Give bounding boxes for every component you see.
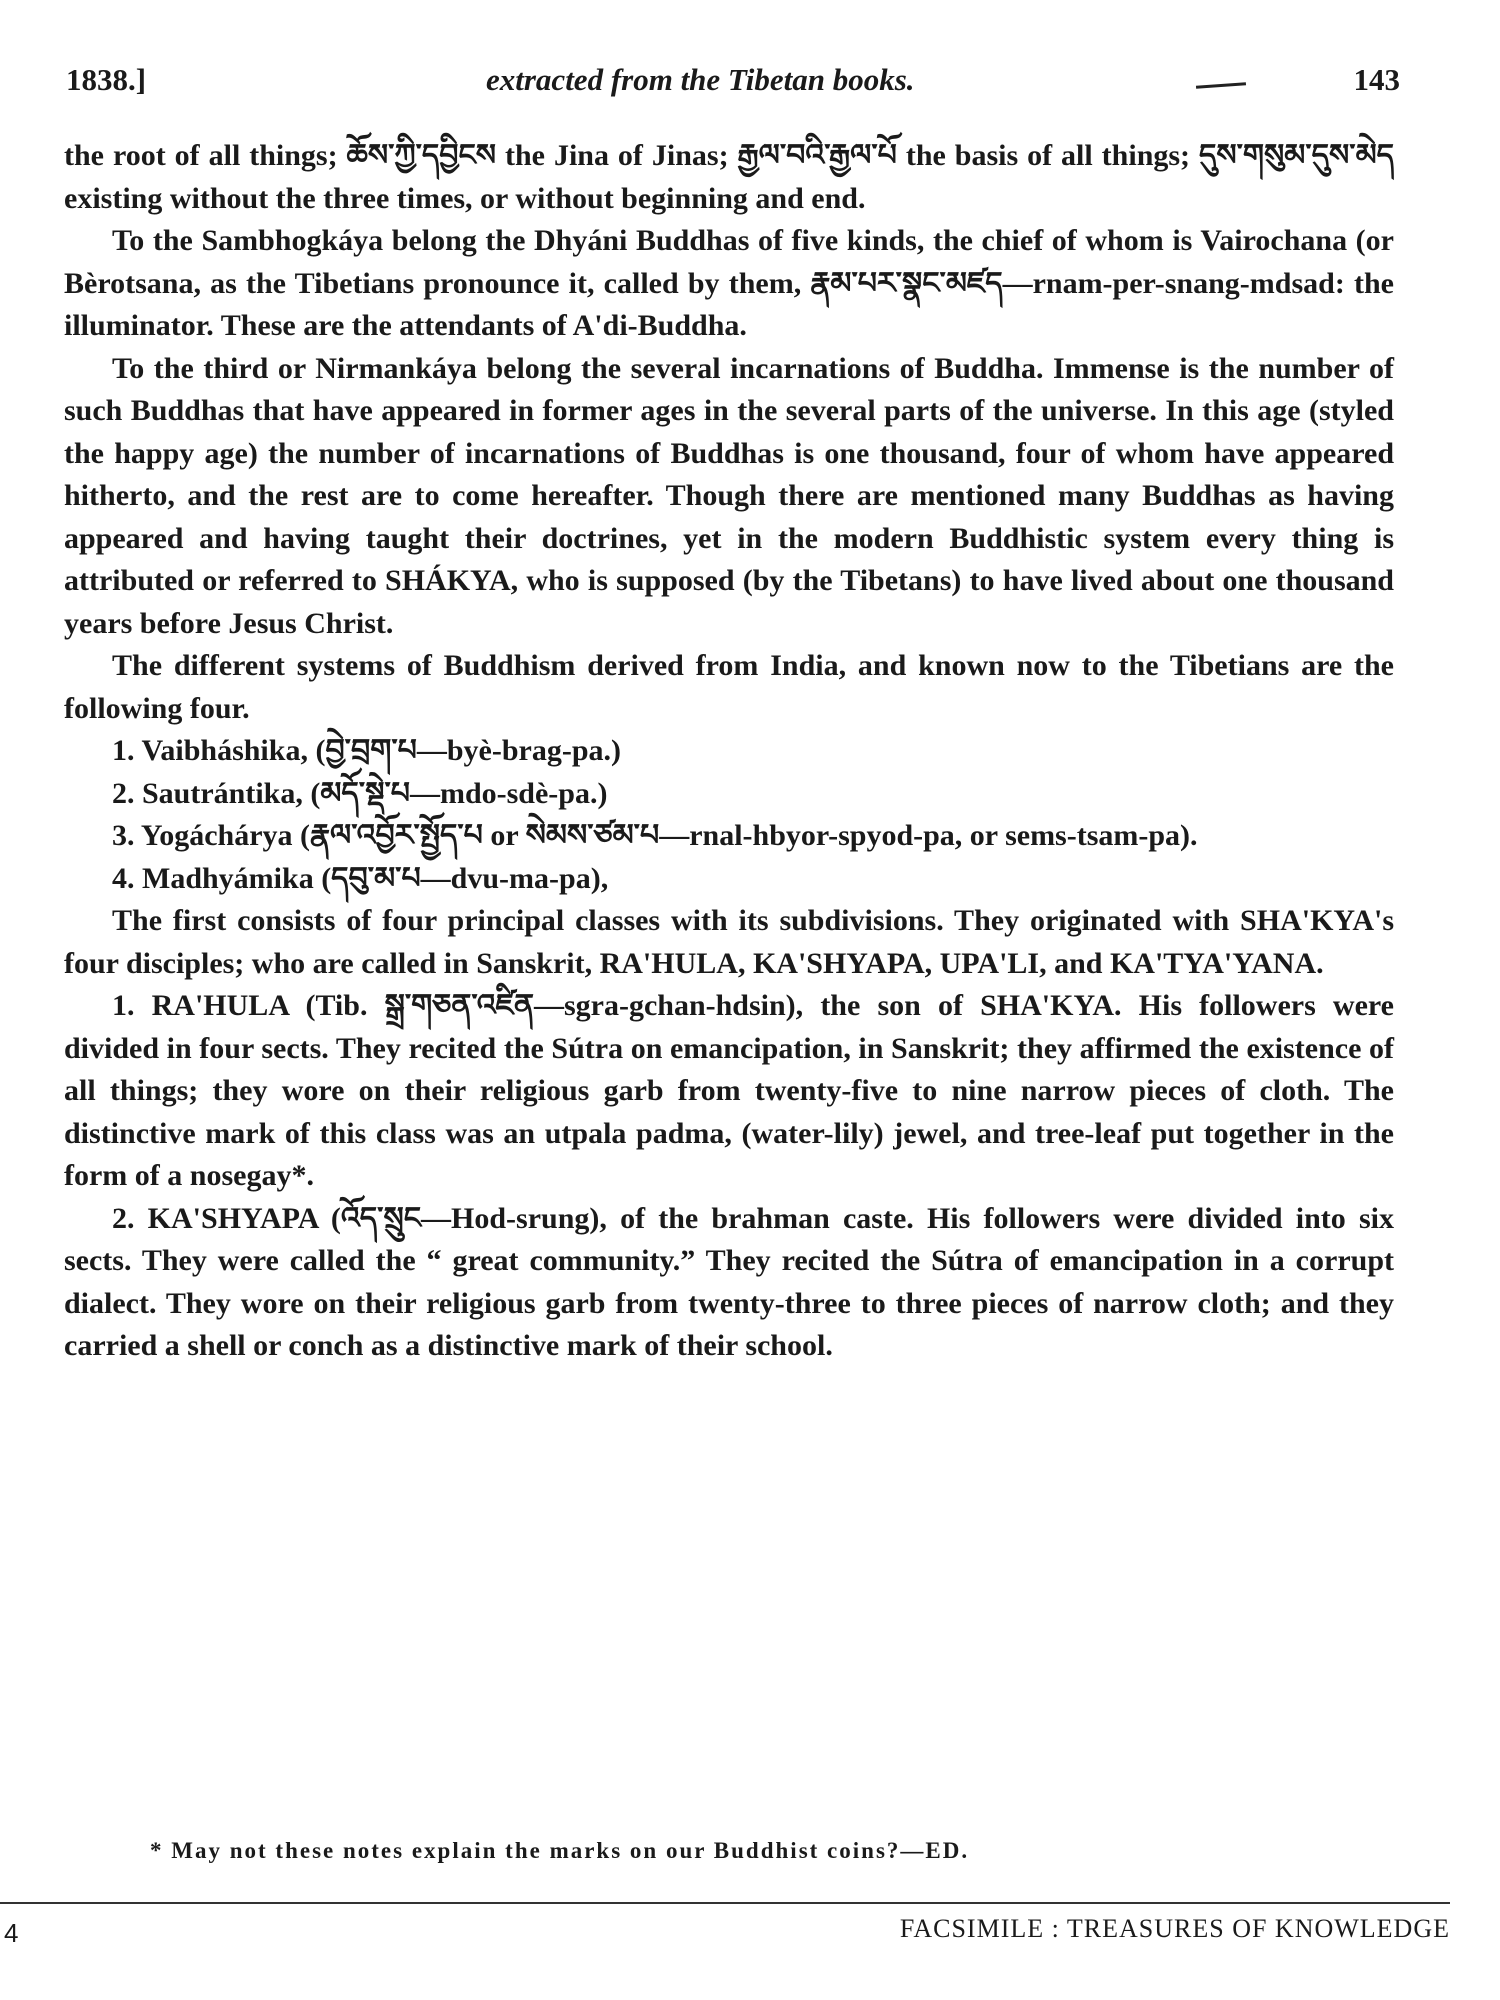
body-text [64, 135, 1394, 1368]
paragraph-root-of-all-things: the root of all things; ཆོས་ཀྱི་དབྱིངས the Jina of Jinas; རྒྱལ་བའི་རྒྱལ་པོ the basis of all things; དུས་གསུམ་དུས་མེད existing without the three times, or without beginning and end. [64, 139, 1394, 215]
page-number: 143 [1353, 62, 1400, 97]
footer-title: FACSIMILE : TREASURES OF KNOWLEDGE [899, 1914, 1450, 1943]
page-header [66, 62, 1400, 102]
list-item-vaibhashika: 1. Vaibháshika, (བྱེ་བྲག་པ—byè-brag-pa.) [112, 734, 622, 767]
footnote: * May not these notes explain the marks on our Buddhist coins?—ED. [150, 1838, 970, 1863]
footer-divider [0, 1902, 1450, 1904]
paragraph-sambhogkaya: To the Sambhogkáya belong the Dhyáni Buddhas of five kinds, the chief of whom is Vairochana (or Bèrotsana, as the Tibetians pronounce it, called by them, རྣམ་པར་སྣང་མཛད—rnam-per-snang-mdsad: the illuminator. These are the attendants of A'di-Buddha. [64, 224, 1394, 342]
paragraph-first-consists: The first consists of four principal classes with its subdivisions. They originated with SHA'KYA's four disciples; who are called in Sanskrit, RA'HULA, KA'SHYAPA, UPA'LI, and KA'TYA'YANA. [64, 904, 1394, 980]
pen-mark [1196, 82, 1246, 88]
list-item-yogacharya: 3. Yogáchárya (རྣལ་འབྱོར་སྤྱོད་པ or སེམས་ཙམ་པ—rnal-hbyor-spyod-pa, or sems-tsam-pa). [112, 819, 1198, 852]
list-item-madhyamika: 4. Madhyámika (དབུ་མ་པ—dvu-ma-pa), [112, 861, 609, 895]
header-year: 1838.] [66, 62, 147, 97]
paragraph-rahula: 1. RA'HULA (Tib. སྒྲ་གཅན་འཛིན—sgra-gchan-hdsin), the son of SHA'KYA. His followers were divided in four sects. They recited the Sútra on emancipation, in Sanskrit; they affirmed the existence of all things; they wore on their religious garb from twenty-five to nine narrow pieces of cloth. The distinctive mark of this class was an utpala padma, (water-lily) jewel, and tree-leaf put together in the form of a nosegay*. [64, 989, 1394, 1192]
running-title: extracted from the Tibetan books. [486, 62, 915, 97]
list-item-sautrantika: 2. Sautrántika, (མདོ་སྡེ་པ—mdo-sdè-pa.) [112, 776, 608, 810]
paragraph-systems-intro: The different systems of Buddhism derived from India, and known now to the Tibetians are the following four. [64, 649, 1394, 725]
paragraph-nirmankaya: To the third or Nirmankáya belong the several incarnations of Buddha. Immense is the number of such Buddhas that have appeared in former ages in the several parts of the universe. In this age (styled the happy age) the number of incarnations of Buddhas is one thousand, four of whom have appeared hitherto, and the rest are to come hereafter. Though there are mentioned many Buddhas as having appeared and having taught their doctrines, yet in the modern Buddhistic system every thing is attributed or referred to SHÁKYA, who is supposed (by the Tibetans) to have lived about one thousand years before Jesus Christ. [64, 351, 1394, 640]
footer-page-number: 4 [4, 1918, 19, 1948]
paragraph-kashyapa: 2. KA'SHYAPA (འོད་སྲུང—Hod-srung), of the brahman caste. His followers were divided into six sects. They were called the “ great community.” They recited the Sútra of emancipation in a corrupt dialect. They wore on their religious garb from twenty-three to three pieces of narrow cloth; and they carried a shell or conch as a distinctive mark of their school. [64, 1201, 1394, 1362]
